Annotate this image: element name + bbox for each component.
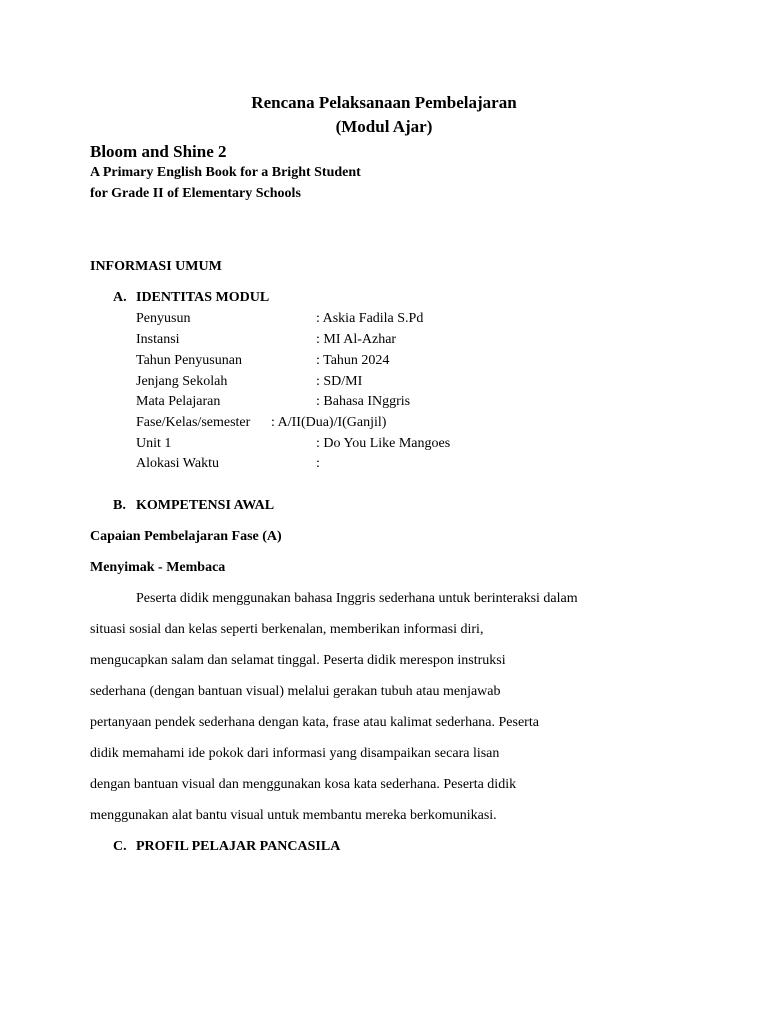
identity-label: Jenjang Sekolah [136,374,228,389]
paragraph-line: sederhana (dengan bantuan visual) melalui gerakan tubuh atau menjawab [90,684,501,699]
section-c-heading: PROFIL PELAJAR PANCASILA [136,839,341,854]
identity-label: Tahun Penyusunan [136,353,242,368]
paragraph-line: dengan bantuan visual dan menggunakan kosa kata sederhana. Peserta didik [90,777,517,792]
identity-value: : MI Al-Azhar [316,332,397,347]
identity-value: : SD/MI [316,374,363,389]
section-a-heading: IDENTITAS MODUL [136,290,270,305]
section-b-letter: B. [113,498,126,513]
book-subtitle-line-2: for Grade II of Elementary Schools [90,186,301,201]
identity-value: : Askia Fadila S.Pd [316,311,424,326]
section-c-letter: C. [113,839,127,854]
paragraph-line: didik memahami ide pokok dari informasi yang disampaikan secara lisan [90,746,500,761]
identity-value: : A/II(Dua)/I(Ganjil) [271,415,387,430]
paragraph-line: menggunakan alat bantu visual untuk membantu mereka berkomunikasi. [90,808,497,823]
skill-heading: Menyimak - Membaca [90,560,226,575]
paragraph-line: situasi sosial dan kelas seperti berkenalan, memberikan informasi diri, [90,622,484,637]
book-subtitle-line-1: A Primary English Book for a Bright Student [90,165,361,180]
section-b-heading: KOMPETENSI AWAL [136,498,275,513]
book-title: Bloom and Shine 2 [90,142,227,161]
identity-label: Instansi [136,332,180,347]
identity-value: : Bahasa INggris [316,394,411,409]
general-info-heading: INFORMASI UMUM [90,259,222,274]
identity-label: Fase/Kelas/semester [136,415,251,430]
identity-value: : Tahun 2024 [316,353,390,368]
document-subtitle: (Modul Ajar) [335,117,433,136]
document-title: Rencana Pelaksanaan Pembelajaran [251,93,517,112]
paragraph-line: mengucapkan salam dan selamat tinggal. Peserta didik merespon instruksi [90,653,506,668]
paragraph-line: pertanyaan pendek sederhana dengan kata, frase atau kalimat sederhana. Peserta [90,715,539,730]
identity-label: Mata Pelajaran [136,394,221,409]
identity-value: : [316,456,320,471]
section-a-letter: A. [113,290,127,305]
capaian-heading: Capaian Pembelajaran Fase (A) [90,529,282,544]
identity-label: Unit 1 [136,436,172,451]
identity-value: : Do You Like Mangoes [316,436,451,451]
identity-label: Alokasi Waktu [136,456,219,471]
identity-label: Penyusun [136,311,191,326]
paragraph-line: Peserta didik menggunakan bahasa Inggris sederhana untuk berinteraksi dalam [136,591,578,606]
